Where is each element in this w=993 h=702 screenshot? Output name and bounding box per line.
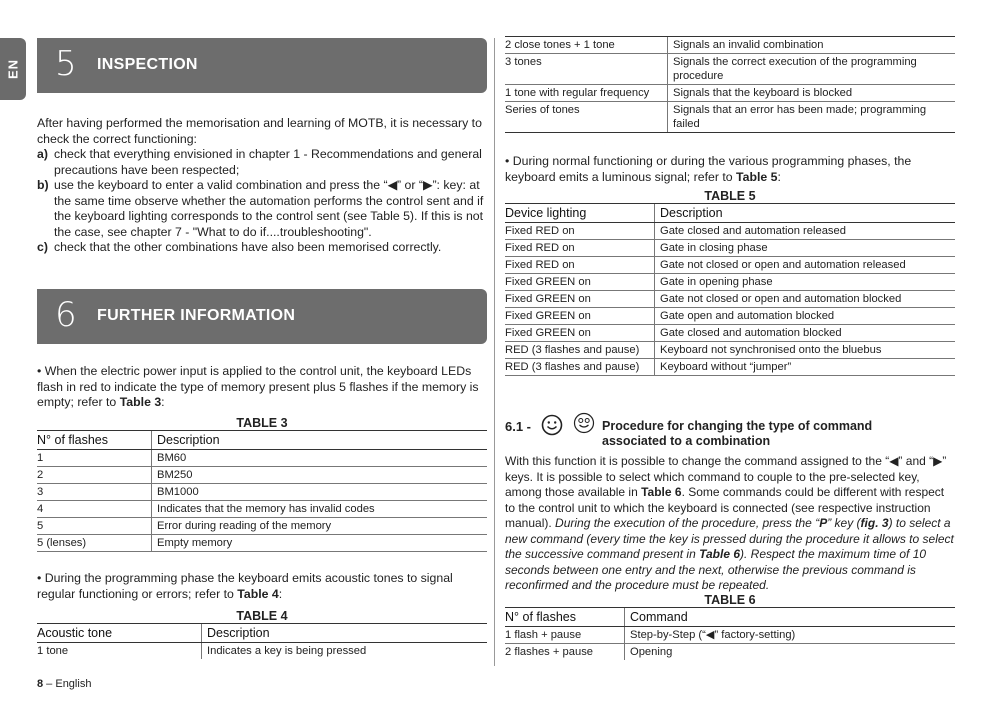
para-text: • During the programming phase the keyboard emits acoustic tones to signal regular functioning or errors; refer to (37, 571, 453, 601)
cell: 1 tone (37, 645, 69, 657)
header-cell: Acoustic tone (37, 624, 202, 643)
cell: Gate not closed or open and automation released (655, 257, 956, 274)
table-3-caption: TABLE 3 (236, 416, 288, 430)
cell: Step-by-Step (“◀” factory-setting) (625, 627, 956, 644)
table-row (505, 308, 955, 325)
table-ref: Table 5 (736, 169, 778, 184)
table-row (505, 223, 955, 240)
table-row (505, 627, 955, 644)
cell: RED (3 flashes and pause) (505, 359, 655, 376)
subsection-title-line1: Procedure for changing the type of command (602, 419, 873, 433)
list-label: b) (37, 178, 49, 192)
table-row (37, 535, 487, 552)
cell: 1 flash + pause (505, 627, 625, 644)
header-cell: Description (655, 204, 956, 223)
header-cell: Description (202, 624, 488, 643)
cell: Fixed GREEN on (505, 308, 655, 325)
cell: Fixed RED on (505, 223, 655, 240)
para-text: With this function it is possible to change the command assigned to the “◀” and “▶” keys. It is possible to select which command to couple to the pre-selected key, among those available in (505, 454, 947, 499)
list-item (37, 178, 487, 240)
cell: 3 tones (505, 54, 668, 85)
table-6 (505, 593, 955, 660)
list-text: check that everything envisioned in chapter 1 - Recommendations and general precautions have been respected; (54, 147, 482, 177)
para-text: ). Respect the maximum time of 10 seconds between one entry and the next, otherwise the previous command is reconfirmed and the procedure must be repeated. (505, 547, 927, 592)
cell: Gate in closing phase (655, 240, 956, 257)
cell: Fixed GREEN on (505, 325, 655, 342)
cell: Gate not closed or open and automation blocked (655, 291, 956, 308)
key-ref: P (819, 516, 828, 530)
cell: 2 close tones + 1 tone (505, 37, 668, 54)
list-item (37, 147, 487, 178)
table-ref: Table 4 (237, 586, 279, 601)
cell: Empty memory (152, 535, 488, 552)
section-6-header (37, 289, 487, 344)
cell: Series of tones (505, 102, 668, 133)
cell: Error during reading of the memory (152, 518, 488, 535)
table-header-row (37, 431, 487, 450)
cell: Opening (625, 644, 956, 661)
para-text: • During normal functioning or during the various programming phases, the keyboard emits a luminous signal; refer to (505, 154, 912, 184)
cell: Keyboard without “jumper” (655, 359, 956, 376)
table-5-grid (505, 203, 955, 376)
table-row (505, 54, 955, 85)
header-cell: N° of flashes (505, 608, 625, 627)
table-5 (505, 189, 955, 376)
para-text: : (161, 395, 165, 409)
cell: BM60 (152, 450, 488, 467)
list-item (37, 240, 487, 256)
section-5-number: 5 (55, 44, 77, 84)
cell: 2 flashes + pause (505, 646, 594, 658)
table-header-row (505, 608, 955, 627)
table-row (505, 102, 955, 133)
page-footer (37, 678, 91, 690)
header-cell: N° of flashes (37, 431, 152, 450)
cell: Indicates that the memory has invalid codes (152, 501, 488, 518)
table-row (505, 644, 955, 661)
section-5-intro: After having performed the memorisation and learning of MOTB, it is necessary to check the correct functioning: (37, 116, 482, 146)
table-row (505, 37, 955, 54)
section-6-number: 6 (55, 295, 77, 335)
cell: Fixed GREEN on (505, 274, 655, 291)
section-5-body (37, 116, 487, 256)
table-4-caption: TABLE 4 (236, 609, 288, 623)
table-row (37, 518, 487, 535)
header-cell: Description (152, 431, 488, 450)
cell: 3 (37, 484, 152, 501)
cell: Fixed GREEN on (505, 291, 655, 308)
table-row (505, 274, 955, 291)
table-6-grid (505, 607, 955, 660)
cell: 1 (37, 450, 152, 467)
luminous-para (505, 154, 955, 185)
cell: Fixed RED on (505, 257, 655, 274)
subsection-title-line2: associated to a combination (602, 434, 771, 448)
subsection-number: 6.1 - (505, 419, 532, 434)
table-6-caption: TABLE 6 (704, 593, 756, 607)
para-text: During the execution of the procedure, press the “ (555, 516, 820, 530)
cell: RED (3 flashes and pause) (505, 342, 655, 359)
table-3 (37, 416, 487, 552)
cell: 4 (37, 501, 152, 518)
cell: BM250 (152, 467, 488, 484)
smiley-wink-icon (573, 412, 595, 434)
column-divider (494, 38, 495, 666)
cell: 5 (37, 518, 152, 535)
cell: Signals an invalid combination (668, 37, 956, 54)
language-label: EN (5, 58, 21, 80)
para-text: : (278, 586, 283, 601)
table-4-grid (37, 623, 487, 659)
subsection-6-1-header (505, 412, 955, 452)
table-row (37, 450, 487, 467)
table-row (37, 484, 487, 501)
para-text: : (777, 169, 781, 184)
cell: 5 (lenses) (37, 535, 152, 552)
cell: Gate closed and automation released (655, 223, 956, 240)
header-cell: Device lighting (505, 204, 655, 223)
table-row (37, 643, 487, 660)
section-5-title: INSPECTION (97, 56, 198, 73)
table-row (505, 240, 955, 257)
para-text: ) to select a new command (every time the key is pressed during the procedure it allows to select the successive command present in (505, 516, 954, 561)
list-text: check that the other combinations have also been memorised correctly. (54, 240, 442, 254)
table-row (505, 291, 955, 308)
table-ref: Table 3 (119, 395, 162, 409)
section-6-para1 (37, 364, 487, 411)
cell: 1 tone with regular frequency (505, 85, 668, 102)
para-text: • When the electric power input is applied to the control unit, the keyboard LEDs flash in red to indicate the type of memory present plus 5 flashes if the memory is empty; refer to (37, 364, 479, 409)
footer-text: – English (43, 678, 92, 690)
table-4 (37, 609, 487, 659)
section-6-para2 (37, 571, 487, 602)
table-row (37, 501, 487, 518)
section-6-title: FURTHER INFORMATION (97, 307, 296, 324)
cell: 2 (37, 467, 152, 484)
para-text: . Some commands could be different with respect to the control unit to which the keyboard is connected (see respective instruction manual). (505, 485, 945, 530)
table-header-row (37, 624, 487, 643)
cell: Keyboard not synchronised onto the bluebus (655, 342, 956, 359)
list-text: use the keyboard to enter a valid combination and press the “◀” or “▶”: key: at the same time observe whether the automation performs the control sent and if the keyboard lighting corresponds to the control sent (see Table 5). If this is not the case, see chapter 7 - "What to do if....troubleshooting". (54, 178, 484, 239)
cell: Gate closed and automation blocked (655, 325, 956, 342)
smiley-icon (541, 414, 563, 436)
table-4-continued (505, 36, 955, 133)
table-3-grid (37, 430, 487, 552)
table-ref: Table 6 (699, 547, 740, 561)
section-5-header (37, 38, 487, 93)
cell: Gate open and automation blocked (655, 308, 956, 325)
subsection-6-1-body (505, 454, 957, 594)
list-label: c) (37, 240, 48, 254)
cell: Signals that the keyboard is blocked (668, 85, 956, 102)
table-row (505, 257, 955, 274)
cell: Indicates a key is being pressed (202, 643, 488, 660)
list-label: a) (37, 147, 48, 161)
table-row (505, 359, 955, 376)
cell: Gate in opening phase (655, 274, 956, 291)
table-5-caption: TABLE 5 (704, 189, 756, 203)
para-text: ” key ( (827, 516, 861, 530)
table-row (505, 325, 955, 342)
header-cell: Command (625, 608, 956, 627)
figure-ref: fig. 3 (860, 516, 889, 530)
page-number: 8 (37, 678, 44, 690)
language-tab (0, 38, 26, 100)
cell: Signals that an error has been made; programming failed (668, 102, 956, 133)
cell: BM1000 (152, 484, 488, 501)
table-row (37, 467, 487, 484)
table-row (505, 85, 955, 102)
table-header-row (505, 204, 955, 223)
table-4-grid-cont (505, 36, 955, 133)
cell: Signals the correct execution of the programming procedure (668, 54, 956, 85)
cell: Fixed RED on (505, 240, 655, 257)
table-ref: Table 6 (641, 485, 682, 499)
table-row (505, 342, 955, 359)
